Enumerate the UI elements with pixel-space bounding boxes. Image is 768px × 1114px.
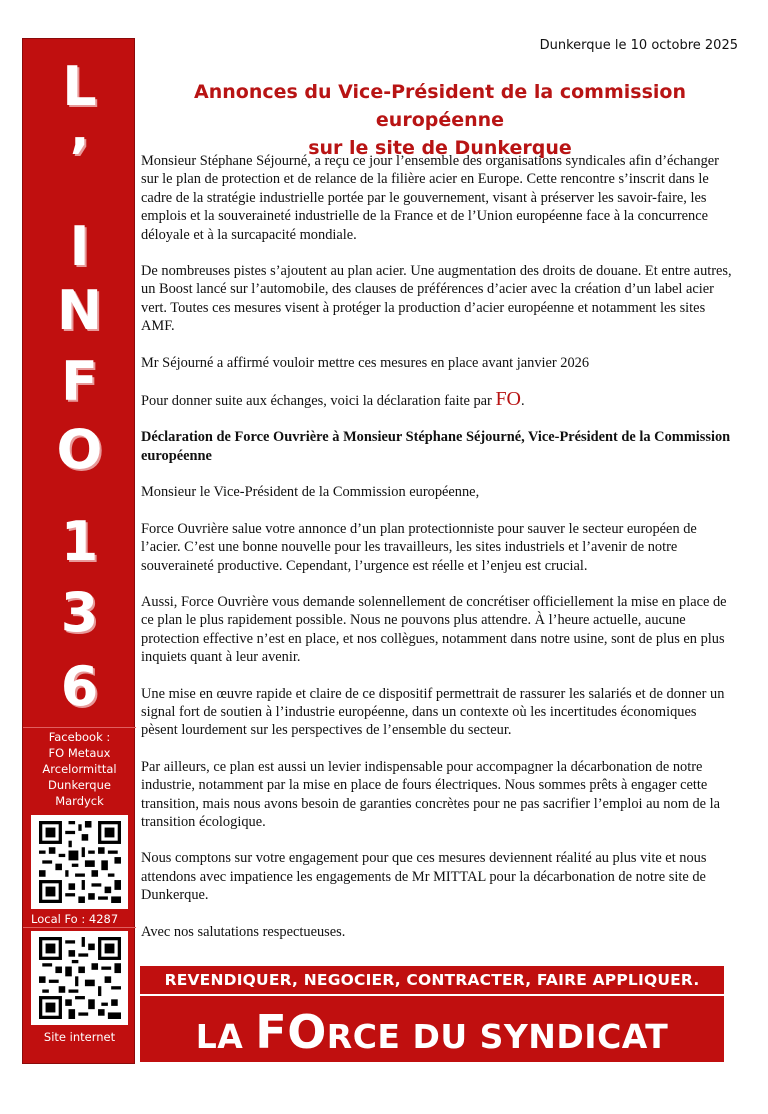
paragraph: De nombreuses pistes s’ajoutent au plan acier. Une augmentation des droits de douane. Et entre autres, un Boost lancé sur l’automobile, des clauses de préférences d’acier avec la création d’un label acier vert. Toutes ces mesures visent à protéger la production d’acier européenne et notamment les sites AMF. bbox=[141, 263, 732, 335]
facebook-line: Facebook : bbox=[48, 730, 111, 744]
paragraph: Par ailleurs, ce plan est aussi un levier indispensable pour accompagner la décarbonation de notre industrie, notamment par la mise en place de fours électriques. Nous sommes prêts à engager cette transition, mais nous avons besoin de garanties concrètes pour ne pas sacrifier l’emploi au nom de la transition écologique. bbox=[141, 758, 721, 830]
facebook-line: Mardyck bbox=[55, 794, 104, 808]
page-title bbox=[140, 78, 740, 162]
banner-headline-fo: FO bbox=[255, 1005, 327, 1059]
title-line: sur le site de Dunkerque bbox=[308, 137, 572, 159]
fo-inline-logo: FO bbox=[495, 388, 522, 411]
declaration-heading: Déclaration de Force Ouvrière à Monsieur Stéphane Séjourné, Vice-Président de la Commission européenne bbox=[141, 429, 731, 464]
paragraph-text: Pour donner suite aux échanges, voici la déclaration faite par bbox=[141, 393, 496, 410]
paragraph: Une mise en œuvre rapide et claire de ce dispositif permettrait de rassurer les salariés et de donner un signal fort de soutien à l’industrie européenne, dans un contexte où les incertitudes économiques pèsent lourdement sur les perspectives de l’ensemble du secteur. bbox=[141, 685, 725, 739]
facebook-info bbox=[23, 729, 136, 809]
qr-code-icon bbox=[39, 937, 121, 1019]
closing: Avec nos salutations respectueuses. bbox=[141, 923, 346, 940]
article-body bbox=[141, 152, 736, 959]
local-label: Local Fo : 4287 bbox=[31, 912, 119, 926]
footer-banner bbox=[140, 966, 724, 1062]
facebook-line: Arcelormittal bbox=[42, 762, 117, 776]
sidebar-divider bbox=[23, 727, 136, 728]
facebook-line: Dunkerque bbox=[48, 778, 111, 792]
facebook-qr-code[interactable] bbox=[31, 815, 128, 909]
brand-letter: 1 bbox=[60, 510, 99, 573]
banner-headline-part: LA bbox=[195, 1017, 256, 1056]
paragraph: Force Ouvrière salue votre annonce d’un plan protectionniste pour sauver le secteur européen de l’acier. C’est une bonne nouvelle pour les travailleurs, les sites industriels et l’avenir de notre souveraineté productive. Cependant, l’urgence est réelle et l’enjeu est crucial. bbox=[141, 520, 697, 574]
brand-letter: F bbox=[61, 350, 98, 413]
brand-letter: N bbox=[56, 279, 103, 342]
paragraph: Mr Séjourné a affirmé vouloir mettre ces mesures en place avant janvier 2026 bbox=[141, 354, 590, 371]
sidebar-divider bbox=[23, 927, 136, 928]
paragraph: Aussi, Force Ouvrière vous demande solennellement de concrétiser officiellement la mise en place de ce plan le plus rapidement possible. Nous ne pouvons plus attendre. À l’heure actuelle, aucune protection effective n’est en place, et nos collègues, notamment dans notre usine, sont de plus en plus inquiets quant à leur avenir. bbox=[141, 593, 727, 666]
sidebar bbox=[22, 38, 135, 1064]
banner-headline-part: RCE DU SYNDICAT bbox=[326, 1017, 669, 1056]
paragraph-text: . bbox=[521, 393, 525, 410]
banner-slogan: REVENDIQUER, NEGOCIER, CONTRACTER, FAIRE APPLIQUER. bbox=[164, 971, 700, 989]
brand-letter: O bbox=[56, 418, 103, 481]
website-qr-code[interactable] bbox=[31, 931, 128, 1025]
brand-letter: I bbox=[69, 215, 90, 278]
paragraph: Monsieur Stéphane Séjourné, a reçu ce jour l’ensemble des organisations syndicales afin d’échanger sur le plan de protection et de relance de la filière acier en Europe. Cette rencontre s’inscrit dans le cadre de la stratégie industrielle portée par le gouvernement, visant à préserver les savoir-faire, les emplois et la souveraineté industrielle de la France et de l’Union européenne face à la concurrence déloyale et à la surcapacité mondiale. bbox=[141, 153, 719, 243]
title-line: Annonces du Vice-Président de la commission européenne bbox=[194, 81, 686, 131]
salutation: Monsieur le Vice-Président de la Commission européenne, bbox=[141, 484, 480, 501]
facebook-line: FO Metaux bbox=[48, 746, 111, 760]
brand-letter: 3 bbox=[60, 581, 99, 644]
brand-letter: L bbox=[62, 55, 97, 118]
paragraph: Nous comptons sur votre engagement pour que ces mesures deviennent réalité au plus vite et nous attendons avec impatience les engagements de Mr MITTAL pour la décarbonation de notre site de Dunkerque. bbox=[141, 850, 707, 904]
document-date: Dunkerque le 10 octobre 2025 bbox=[539, 38, 738, 53]
brand-letter: ’ bbox=[69, 127, 90, 190]
paragraph bbox=[141, 390, 736, 410]
brand-letter: 6 bbox=[60, 655, 99, 718]
banner-divider bbox=[140, 994, 724, 996]
site-label: Site internet bbox=[43, 1030, 116, 1044]
banner-headline bbox=[140, 1006, 724, 1063]
qr-code-icon bbox=[39, 821, 121, 903]
newsletter-brand bbox=[23, 47, 136, 737]
